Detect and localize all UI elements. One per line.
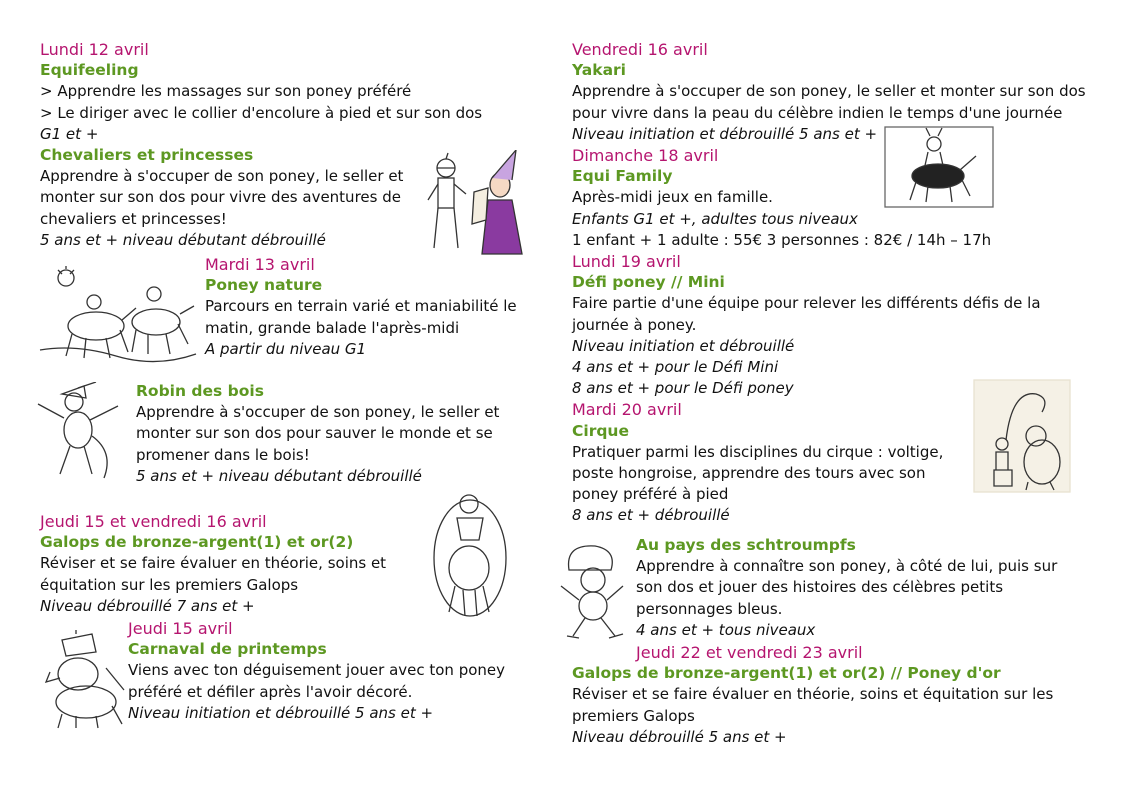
event-text: Viens avec ton déguisement jouer avec ton poney bbox=[128, 661, 506, 680]
event-title: Cirque bbox=[572, 421, 629, 440]
event-text: personnages bleus. bbox=[636, 599, 783, 618]
event-text: > Le diriger avec le collier d'encolure à pied et sur son dos bbox=[40, 103, 483, 122]
event-note: Enfants G1 et +, adultes tous niveaux bbox=[572, 209, 858, 228]
smurf-illustration bbox=[555, 540, 633, 646]
event-text: son dos et jouer des histoires des célèbres petits bbox=[636, 578, 1004, 597]
carnival-pony-illustration bbox=[36, 630, 128, 730]
event-note: 4 ans et + pour le Défi Mini bbox=[572, 358, 779, 377]
event-text: monter sur son dos pour vivre des aventures de bbox=[40, 188, 401, 207]
event-text: > Apprendre les massages sur son poney préféré bbox=[40, 82, 412, 101]
robin-hood-illustration bbox=[34, 382, 134, 482]
event-text: équitation sur les premiers Galops bbox=[40, 575, 299, 594]
event-date: Dimanche 18 avril bbox=[572, 146, 719, 166]
event-text: Après-midi jeux en famille. bbox=[572, 188, 773, 207]
event-note: 8 ans et + pour le Défi poney bbox=[572, 379, 794, 398]
event-text: Parcours en terrain varié et maniabilité le bbox=[205, 297, 517, 316]
event-title: Chevaliers et princesses bbox=[40, 146, 254, 165]
event-date: Jeudi 15 et vendredi 16 avril bbox=[40, 512, 267, 531]
event-text: Apprendre à s'occuper de son poney, le seller et bbox=[40, 167, 404, 186]
event-note: 5 ans et + niveau débutant débrouillé bbox=[136, 466, 422, 485]
event-note: Niveau initiation et débrouillé 5 ans et + bbox=[128, 703, 434, 722]
event-title: Robin des bois bbox=[136, 382, 264, 400]
event-text: Réviser et se faire évaluer en théorie, soins et bbox=[40, 554, 387, 573]
event-date: Vendredi 16 avril bbox=[572, 40, 708, 59]
event-note: Niveau initiation et débrouillé 5 ans et + bbox=[572, 124, 878, 143]
event-block-carnaval bbox=[128, 618, 505, 724]
event-text: chevaliers et princesses! bbox=[40, 209, 227, 228]
event-block-galops-poney-or bbox=[572, 642, 1053, 748]
event-text: matin, grande balade l'après-midi bbox=[205, 318, 460, 337]
event-text: journée à poney. bbox=[572, 315, 697, 334]
event-title: Carnaval de printemps bbox=[128, 640, 327, 659]
event-text: poney préféré à pied bbox=[572, 485, 729, 504]
event-block-equifeeling bbox=[40, 39, 482, 251]
circus-pony-illustration bbox=[972, 378, 1072, 494]
galop-pony-illustration bbox=[425, 490, 515, 628]
event-note: Niveau débrouillé 7 ans et + bbox=[40, 596, 255, 615]
event-note: G1 et + bbox=[40, 124, 99, 143]
event-text: promener dans le bois! bbox=[136, 445, 310, 464]
event-note: A partir du niveau G1 bbox=[205, 339, 367, 358]
event-date: Mardi 13 avril bbox=[205, 255, 315, 274]
event-text: Faire partie d'une équipe pour relever les différents défis de la bbox=[572, 294, 1041, 313]
event-title: Yakari bbox=[572, 61, 626, 80]
event-block-galops bbox=[40, 511, 386, 617]
event-text: préféré et défiler après l'avoir décoré. bbox=[128, 682, 413, 701]
event-text: pour vivre dans la peau du célèbre indien le temps d'une journée bbox=[572, 103, 1063, 122]
event-title: Galops de bronze-argent(1) et or(2) // Poney d'or bbox=[572, 664, 1001, 683]
event-note: 5 ans et + niveau débutant débrouillé bbox=[40, 230, 326, 249]
pony-ride-illustration bbox=[36, 264, 201, 374]
event-title: Equifeeling bbox=[40, 61, 139, 80]
event-text: monter sur son dos pour sauver le monde et se bbox=[136, 424, 493, 443]
event-block-poney-nature bbox=[205, 254, 517, 360]
event-text: Réviser et se faire évaluer en théorie, soins et équitation sur les bbox=[572, 685, 1054, 704]
yakari-illustration bbox=[884, 126, 994, 208]
event-title: Défi poney // Mini bbox=[572, 273, 725, 292]
event-note: Niveau débrouillé 5 ans et + bbox=[572, 727, 787, 746]
event-title: Poney nature bbox=[205, 276, 323, 295]
event-block-robin-des-bois bbox=[136, 381, 499, 487]
event-text: Apprendre à s'occuper de son poney, le seller et bbox=[136, 403, 500, 422]
event-text: Apprendre à s'occuper de son poney, le seller et monter sur son dos bbox=[572, 82, 1086, 101]
event-date: Jeudi 15 avril bbox=[128, 619, 233, 638]
event-block-schtroumpfs bbox=[636, 535, 1057, 641]
event-text: 1 enfant + 1 adulte : 55€ 3 personnes : 82€ / 14h – 17h bbox=[572, 230, 992, 249]
event-text: Pratiquer parmi les disciplines du cirque : voltige, bbox=[572, 442, 944, 461]
event-date: Lundi 19 avril bbox=[572, 252, 681, 272]
event-date: Lundi 12 avril bbox=[40, 40, 149, 59]
event-title: Galops de bronze-argent(1) et or(2) bbox=[40, 533, 354, 552]
event-date: Mardi 20 avril bbox=[572, 400, 682, 420]
event-text: premiers Galops bbox=[572, 706, 695, 725]
event-text: Apprendre à connaître son poney, à côté de lui, puis sur bbox=[636, 557, 1058, 576]
event-title: Au pays des schtroumpfs bbox=[636, 536, 856, 554]
event-note: 8 ans et + débrouillé bbox=[572, 506, 730, 525]
event-text: poste hongroise, apprendre des tours avec son bbox=[572, 464, 926, 483]
event-note: Niveau initiation et débrouillé bbox=[572, 336, 795, 355]
event-date: Jeudi 22 et vendredi 23 avril bbox=[636, 643, 863, 662]
event-title: Equi Family bbox=[572, 167, 673, 186]
knight-princess-illustration bbox=[426, 150, 541, 258]
event-note: 4 ans et + tous niveaux bbox=[636, 620, 816, 639]
